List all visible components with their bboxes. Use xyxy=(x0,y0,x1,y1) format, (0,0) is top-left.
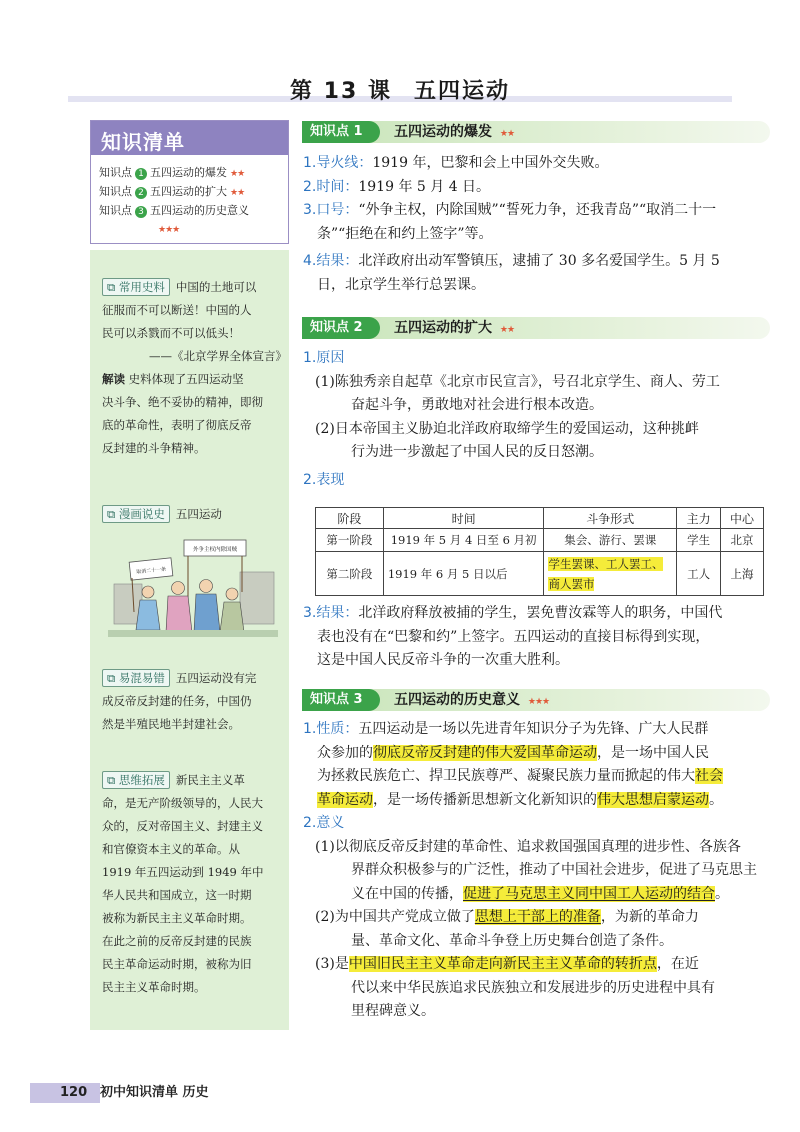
tag-extension: ⧉ 思维拓展 xyxy=(102,771,170,789)
kp2-label: 知识点 2 xyxy=(302,317,380,339)
lesson-title: 五四运动 xyxy=(413,79,510,104)
tag-cartoon: ⧉ 漫画说史 xyxy=(102,505,170,523)
kp2-result: 3.结果：北洋政府释放被捕的学生，罢免曹汝霖等人的职务，中国代 表也没有在“巴黎和约”上签字。五四运动的直接目标得到实现， 这是中国人民反帝斗争的一次重大胜利。 xyxy=(303,605,723,668)
star-icon: ★★★ xyxy=(527,697,550,707)
extension-block: ⧉ 思维拓展 新民主主义革 命，是无产阶级领导的，人民大 众的，反对帝国主义、封建主义 和官僚资本主义的革命。从 1919 年五四运动到 1949 年中 华人民共和国成立，这一时期 被称为新民主主义革命时期。 在此之前的反帝反封建的民族 民主革命运动时期，被称为旧 民主主义革命时期。 xyxy=(102,773,264,994)
cartoon-block: ⧉ 漫画说史 五四运动 xyxy=(102,503,287,526)
source-citation: ——《北京学界全体宣言》 xyxy=(149,349,287,363)
toc-item-1[interactable]: 知识点 1 五四运动的爆发 ★★ xyxy=(99,166,245,179)
page-title xyxy=(0,74,800,104)
kp2-banner xyxy=(302,317,770,339)
kp1-label: 知识点 1 xyxy=(302,121,380,143)
table-row: 第二阶段 1919 年 6 月 5 日以后 学生罢课、工人罢工、商人罢市 工人 上海 xyxy=(316,552,764,596)
highlight-nature-3: 伟大思想启蒙运动 xyxy=(597,791,709,808)
performance-heading: 2.表现 xyxy=(303,471,345,488)
page-number: 120 xyxy=(60,1085,88,1100)
toc-item-2[interactable]: 知识点 2 五四运动的扩大 ★★ xyxy=(99,185,245,198)
star-icon: ★★ xyxy=(230,169,245,179)
star-icon: ★★ xyxy=(499,129,515,139)
highlighted-struggle-form: 学生罢课、工人罢工、商人罢市 xyxy=(548,556,664,591)
star-icon: ★★ xyxy=(499,325,515,335)
table-row: 第一阶段 1919 年 5 月 4 日至 6 月初 集会、游行、罢课 学生 北京 xyxy=(316,529,764,552)
significance-heading: 2.意义 xyxy=(303,815,345,831)
number-badge-icon: 3 xyxy=(135,206,147,218)
struggle-table xyxy=(315,507,764,596)
kp3-title: 五四运动的历史意义 xyxy=(394,692,520,708)
kp2-title: 五四运动的扩大 xyxy=(394,320,492,336)
source-block: ⧉ 常用史料 中国的土地可以 征服而不可以断送！中国的人 民可以杀戮而不可以低头！ ——《北京学界全体宣言》 解读 史料体现了五四运动坚 决斗争、绝不妥协的精神，即彻 底的革命性，表明了彻底反帝 反封建的斗争精神。 xyxy=(102,280,287,455)
banner-right-text: 外争主权内除国贼 xyxy=(192,547,238,553)
table-header-row: 阶段 时间 斗争形式 主力 中心 xyxy=(316,508,764,529)
star-icon: ★★ xyxy=(230,188,245,198)
may-fourth-cartoon-image xyxy=(108,532,278,637)
highlight-nature-2: 革命运动 xyxy=(317,791,373,808)
kp3-banner xyxy=(302,689,770,711)
book-title: 初中知识清单 历史 xyxy=(100,1085,209,1100)
cause-heading: 1.原因 xyxy=(303,350,345,366)
highlight-significance-3: 中国旧民主主义革命走向新民主主义革命的转折点 xyxy=(348,956,657,972)
number-badge-icon: 1 xyxy=(135,168,147,180)
kp1-title: 五四运动的爆发 xyxy=(394,124,492,140)
knowledge-list-box xyxy=(90,120,289,244)
number-badge-icon: 2 xyxy=(135,187,147,199)
toc-item-3[interactable]: 知识点 3 五四运动的历史意义 xyxy=(99,204,249,217)
banner-left-text: 取消二十一条 xyxy=(135,566,167,576)
star-icon: ★★★ xyxy=(158,225,180,235)
highlight-significance-1: 促进了马克思主义同中国工人运动的结合 xyxy=(463,885,715,902)
kp1-content: 1.导火线：1919 年，巴黎和会上中国外交失败。 2.时间：1919 年 5 月 4 日。 3.口号：“外争主权，内除国贼”“誓死力争，还我青岛”“取消二十一 条”“拒绝在和约上签字”等。 4.结果：北洋政府出动军警镇压，逮捕了 30 多名爱国学生。5 月 5 日，北京学生举行总罢课。 xyxy=(303,155,720,293)
highlight-nature-1: 彻底反帝反封建的伟大爱国革命运动 xyxy=(373,744,597,761)
tag-confusion: ⧉ 易混易错 xyxy=(102,669,170,687)
tag-common-source: ⧉ 常用史料 xyxy=(102,278,170,296)
kp3-content: 1.性质：五四运动是一场以先进青年知识分子为先锋、广大人民群 众参加的彻底反帝反封建的伟大爱国革命运动，是一场中国人民 为拯救民族危亡、捍卫民族尊严、凝聚民族力量而掀起的伟大社会 革命运动，是一场传播新思想新文化新知识的伟大思想启蒙运动。 2.意义 (1)以彻底反帝反封建的革命性、追求救国强国真理的进步性、各族各 界群众积极参与的广泛性，推动了中国社会进步，促进了马克思主 义在中国的传播，促进了马克思主义同中国工人运动的结合。 (2)为中国共产党成立做了思想上干部上的准备，为新的革命力 量、革命文化、革命斗争登上历史舞台创造了条件。 (3)是中国旧民主主义革命走向新民主主义革命的转折点，在近 代以来中华民族追求民族独立和发展进步的历史进程中具有 里程碑意义。 xyxy=(303,718,771,1024)
kp1-banner xyxy=(302,121,770,143)
knowledge-list-header: 知识清单 xyxy=(91,121,288,155)
lesson-number: 第 13 课 xyxy=(290,79,392,104)
reading-label: 解读 xyxy=(102,372,125,386)
kp3-label: 知识点 3 xyxy=(302,689,380,711)
kp2-content: 1.原因 (1)陈独秀亲自起草《北京市民宣言》，号召北京学生、商人、劳工 奋起斗争，勇敢地对社会进行根本改造。 (2)日本帝国主义胁迫北洋政府取缔学生的爱国运动，这种挑衅 行为进一步激起了中国人民的反日怒潮。 2.表现 xyxy=(303,347,771,492)
confusion-block: ⧉ 易混易错 五四运动没有完 成反帝反封建的任务，中国仍 然是半殖民地半封建社会。 xyxy=(102,671,257,731)
highlight-significance-2: 思想上干部上的准备 xyxy=(474,909,601,925)
page-footer xyxy=(30,1083,270,1103)
